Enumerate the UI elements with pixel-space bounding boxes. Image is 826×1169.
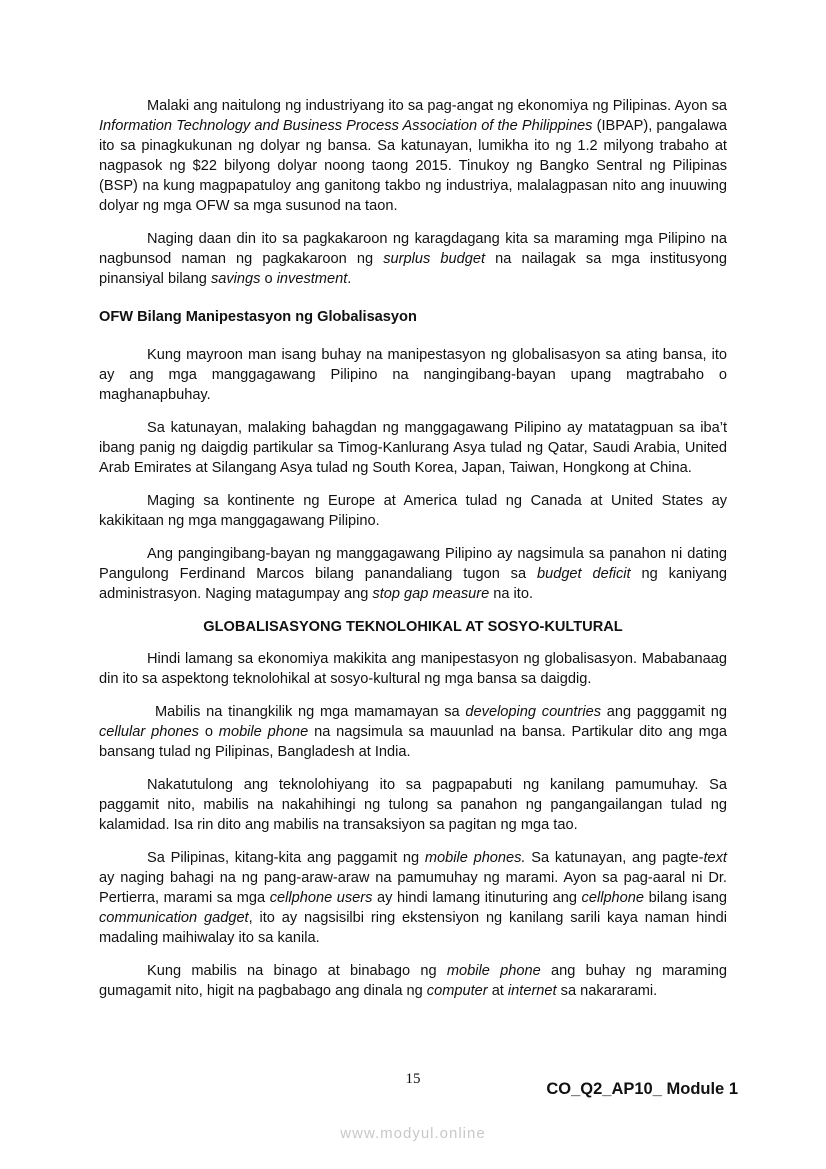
section-heading: GLOBALISASYONG TEKNOLOHIKAL AT SOSYO-KULTURAL	[203, 619, 623, 635]
module-code: CO_Q2_AP10_ Module 1	[546, 1080, 738, 1098]
paragraph-ibpap: Malaki ang naitulong ng industriyang ito sa pag-angat ng ekonomiya ng Pilipinas. Ayon sa Information Technology and Business Process Association of the Philippines (IBPAP), pangalawa ito sa pinagkukunan ng dolyar ng bansa. Sa katunayan, lumikha ito ng 1.2 milyong trabaho at nagpasok ng $22 bilyong dolyar noong taong 2015. Tinukoy ng Bangko Sentral ng Pilipinas (BSP) na kung magpapatuloy ang ganitong takbo ng industriya, malalagpasan nito ang inuuwing dolyar ng mga OFW sa mga susunod na taon.	[99, 98, 727, 214]
page-number: 15	[405, 1071, 421, 1087]
paragraph-pertierra: Sa Pilipinas, kitang-kita ang paggamit ng mobile phones. Sa katunayan, ang pagte-text ay naging bahagi na ng pang-araw-araw na pamumuhay ng marami. Ayon sa pag-aaral ni Dr. Pertierra, marami sa mga cellphone users ay hindi lamang itinuturing ang cellphone bilang isang communication gadget, ito ay nagsisilbi ring ekstensiyon ng kanilang sarili kaya naman hindi madaling maihiwalay ito sa kanila.	[99, 850, 727, 946]
paragraph-tech-benefits: Nakatutulong ang teknolohiyang ito sa pagpapabuti ng kanilang pamumuhay. Sa paggamit nito, mabilis na nakahihingi ng tulong sa panahon ng pangangailangan tulad ng kalamidad. Isa rin dito ang mabilis na transaksiyon sa pagitan ng mga tao.	[99, 777, 727, 833]
paragraph-computer-internet: Kung mabilis na binago at binabago ng mobile phone ang buhay ng maraming gumagamit nito, higit na pagbabago ang dinala ng computer at internet sa nakararami.	[99, 963, 727, 999]
paragraph-marcos: Ang pangingibang-bayan ng manggagawang Pilipino ay nagsimula sa panahon ni dating Pangulong Ferdinand Marcos bilang panandaliang tugon sa budget deficit ng kaniyang administrasyon. Naging matagumpay ang stop gap measure na ito.	[99, 546, 727, 602]
paragraph-ofw-countries: Sa katunayan, malaking bahagdan ng manggagawang Pilipino ay matatagpuan sa iba’t ibang panig ng daigdig partikular sa Timog-Kanlurang Asya tulad ng Qatar, Saudi Arabia, United Arab Emirates at Silangang Asya tulad ng South Korea, Japan, Taiwan, Hongkong at China.	[99, 420, 727, 476]
paragraph-cellular-phones: Mabilis na tinangkilik ng mga mamamayan sa developing countries ang pagggamit ng cellular phones o mobile phone na nagsimula sa mauunlad na bansa. Partikular dito ang mga bansang tulad ng Pilipinas, Bangladesh at India.	[99, 704, 728, 760]
document-body	[99, 96, 727, 1014]
subheading-ofw: OFW Bilang Manipestasyon ng Globalisasyon	[99, 309, 417, 325]
paragraph-tech-intro: Hindi lamang sa ekonomiya makikita ang manipestasyon ng globalisasyon. Mababanaag din ito sa aspektong teknolohikal at sosyo-kultural ng mga bansa sa daigdig.	[99, 651, 727, 687]
paragraph-ofw-manifestation: Kung mayroon man isang buhay na manipestasyon ng globalisasyon sa ating bansa, ito ay ang mga manggagawang Pilipino na nangingibang-bayan upang magtrabaho o maghanapbuhay.	[99, 347, 727, 403]
paragraph-surplus-budget: Naging daan din ito sa pagkakaroon ng karagdagang kita sa maraming mga Pilipino na nagbunsod naman ng pagkakaroon ng surplus budget na nailagak sa mga institusyong pinansiyal bilang savings o investment.	[99, 231, 727, 287]
watermark: www.modyul.online	[340, 1125, 486, 1142]
paragraph-europe-america: Maging sa kontinente ng Europe at America tulad ng Canada at United States ay kakikitaan ng mga manggagawang Pilipino.	[99, 493, 727, 529]
